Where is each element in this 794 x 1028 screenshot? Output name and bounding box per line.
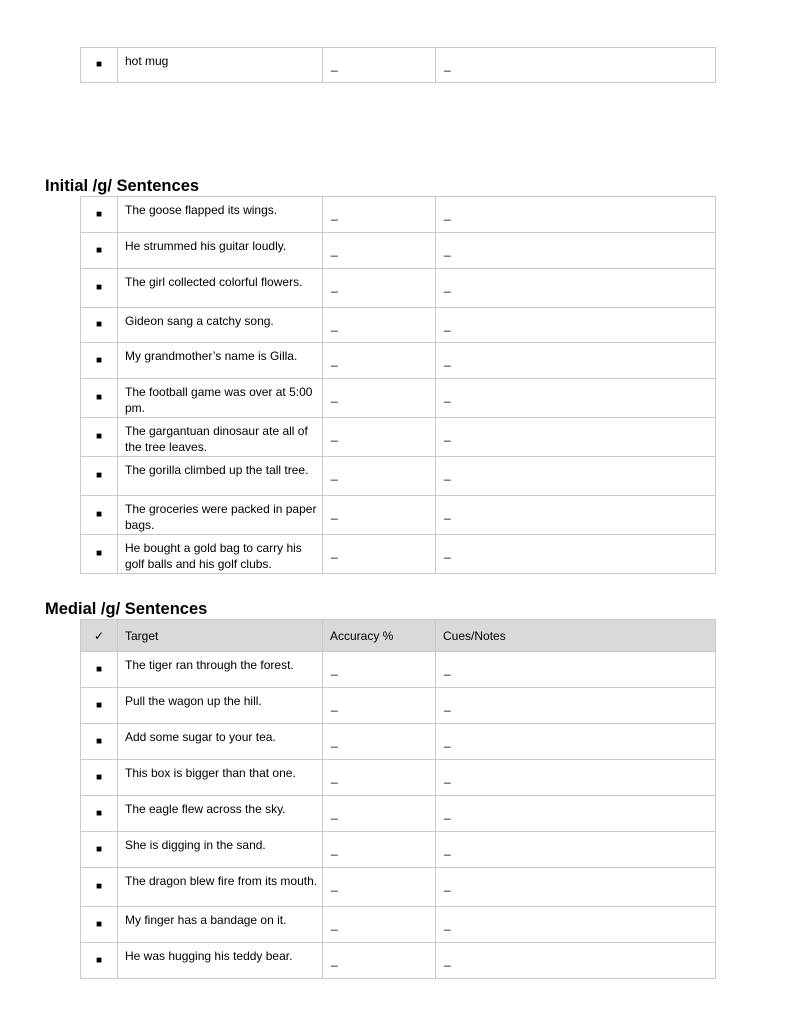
table-header-row [81,620,716,652]
notes-cell[interactable]: _ [436,197,716,233]
accuracy-cell[interactable]: _ [323,418,436,457]
initial-section-title: Initial /g/ Sentences [45,177,200,195]
bullet-icon: ■ [81,233,118,269]
notes-column-header: Cues/Notes [436,620,716,652]
bullet-icon: ■ [81,652,118,688]
target-cell: The goose flapped its wings. [118,197,323,233]
notes-cell[interactable]: _ [436,760,716,796]
notes-cell[interactable]: _ [436,343,716,379]
bullet-icon: ■ [81,418,118,457]
notes-cell[interactable]: _ [436,269,716,308]
notes-cell[interactable]: _ [436,233,716,269]
target-cell: The dragon blew fire from its mouth. [118,868,323,907]
notes-cell[interactable]: _ [436,379,716,418]
target-cell: Pull the wagon up the hill. [118,688,323,724]
target-cell: This box is bigger than that one. [118,760,323,796]
table-row [81,760,716,796]
table-row [81,943,716,979]
target-cell: My grandmother’s name is Gilla. [118,343,323,379]
bullet-icon: ■ [81,496,118,535]
target-cell: hot mug [118,48,323,83]
accuracy-cell[interactable]: _ [323,379,436,418]
notes-cell[interactable]: _ [436,796,716,832]
table-row [81,688,716,724]
accuracy-column-header: Accuracy % [323,620,436,652]
target-cell: He bought a gold bag to carry his golf balls and his golf clubs. [118,535,323,574]
target-cell: He was hugging his teddy bear. [118,943,323,979]
notes-cell[interactable]: _ [436,535,716,574]
target-cell: She is digging in the sand. [118,832,323,868]
bullet-icon: ■ [81,760,118,796]
medial-sentences-table [80,619,716,979]
target-cell: The football game was over at 5:00 pm. [118,379,323,418]
accuracy-cell[interactable]: _ [323,760,436,796]
target-cell: The girl collected colorful flowers. [118,269,323,308]
check-column-header: ✓ [81,620,118,652]
accuracy-cell[interactable]: _ [323,197,436,233]
notes-cell[interactable]: _ [436,907,716,943]
notes-cell[interactable]: _ [436,496,716,535]
bullet-icon: ■ [81,832,118,868]
accuracy-cell[interactable]: _ [323,943,436,979]
accuracy-cell[interactable]: _ [323,796,436,832]
notes-cell[interactable]: _ [436,457,716,496]
table-row [81,379,716,418]
bullet-icon: ■ [81,197,118,233]
notes-cell[interactable]: _ [436,688,716,724]
notes-cell[interactable]: _ [436,832,716,868]
target-column-header: Target [118,620,323,652]
target-cell: The gargantuan dinosaur ate all of the tree leaves. [118,418,323,457]
accuracy-cell[interactable]: _ [323,343,436,379]
notes-cell[interactable]: _ [436,724,716,760]
table-row [81,308,716,343]
bullet-icon: ■ [81,535,118,574]
accuracy-cell[interactable]: _ [323,308,436,343]
accuracy-cell[interactable]: _ [323,832,436,868]
bullet-icon: ■ [81,379,118,418]
table-row [81,233,716,269]
accuracy-cell[interactable]: _ [323,496,436,535]
table-row [81,197,716,233]
table-row [81,457,716,496]
table-row [81,535,716,574]
bullet-icon: ■ [81,868,118,907]
notes-cell[interactable]: _ [436,943,716,979]
target-cell: Add some sugar to your tea. [118,724,323,760]
table-row [81,796,716,832]
table-row [81,418,716,457]
accuracy-cell[interactable]: _ [323,269,436,308]
bullet-icon: ■ [81,269,118,308]
table-row [81,48,716,83]
notes-cell[interactable]: _ [436,868,716,907]
bullet-icon: ■ [81,796,118,832]
notes-cell[interactable]: _ [436,652,716,688]
table-row [81,724,716,760]
bullet-icon: ■ [81,943,118,979]
target-cell: The eagle flew across the sky. [118,796,323,832]
table-row [81,868,716,907]
accuracy-cell[interactable]: _ [323,652,436,688]
accuracy-cell[interactable]: _ [323,688,436,724]
accuracy-cell[interactable]: _ [323,724,436,760]
target-cell: The tiger ran through the forest. [118,652,323,688]
accuracy-cell[interactable]: _ [323,535,436,574]
bullet-icon: ■ [81,907,118,943]
accuracy-cell[interactable]: _ [323,48,436,83]
notes-cell[interactable]: _ [436,48,716,83]
target-cell: My finger has a bandage on it. [118,907,323,943]
table-row [81,496,716,535]
notes-cell[interactable]: _ [436,418,716,457]
table-row [81,907,716,943]
notes-cell[interactable]: _ [436,308,716,343]
accuracy-cell[interactable]: _ [323,233,436,269]
target-cell: The gorilla climbed up the tall tree. [118,457,323,496]
target-cell: Gideon sang a catchy song. [118,308,323,343]
table-row [81,269,716,308]
accuracy-cell[interactable]: _ [323,907,436,943]
accuracy-cell[interactable]: _ [323,868,436,907]
bullet-icon: ■ [81,308,118,343]
accuracy-cell[interactable]: _ [323,457,436,496]
table-row [81,832,716,868]
target-cell: He strummed his guitar loudly. [118,233,323,269]
table-row [81,652,716,688]
table-row [81,343,716,379]
bullet-icon: ■ [81,688,118,724]
initial-sentences-table [80,196,716,574]
bullet-icon: ■ [81,457,118,496]
bullet-icon: ■ [81,343,118,379]
target-cell: The groceries were packed in paper bags. [118,496,323,535]
bullet-icon: ■ [81,724,118,760]
medial-section-title: Medial /g/ Sentences [45,600,208,618]
top-practice-table [80,47,716,83]
bullet-icon: ■ [81,48,118,83]
